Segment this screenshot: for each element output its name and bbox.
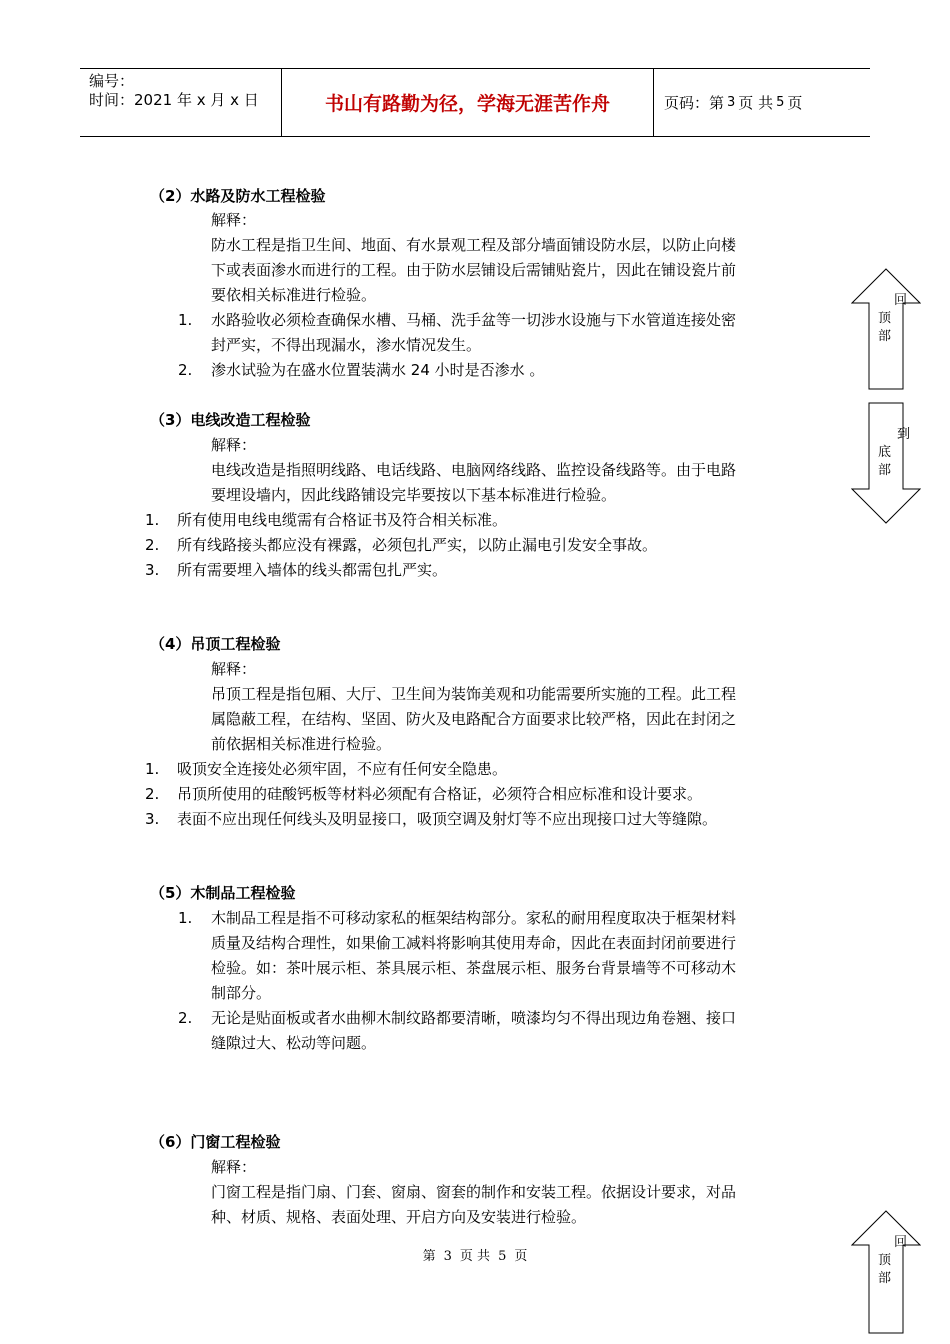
nav-label: 部 [878,329,892,344]
footer-total: 5 [498,1249,507,1264]
paragraph-line: 门窗工程是指门扇、门套、窗扇、窗套的制作和安装工程。依据设计要求，对品 [211,1183,737,1201]
list-item-line: 所有需要埋入墙体的线头都需包扎严实。 [177,561,448,579]
nav-label: 部 [878,463,892,478]
footer-current: 3 [443,1249,452,1264]
document-time-label: 时间：2021 年 x 月 x 日 [89,91,259,109]
list-item-line: 封严实，不得出现漏水，渗水情况发生。 [211,336,482,354]
list-number: 2. [145,536,160,554]
nav-label: 底 [878,445,892,460]
explain-label: 解释： [211,660,257,678]
list-item-line: 缝隙过大、松动等问题。 [211,1034,377,1052]
list-number: 2. [178,1009,193,1027]
nav-label: 部 [878,1271,892,1286]
list-item-line: 所有使用电线电缆需有合格证书及符合相关标准。 [177,511,508,529]
list-item-line: 无论是贴面板或者水曲柳木制纹路都要清晰，喷漆均匀不得出现边角卷翘、接口 [211,1009,737,1027]
list-item-line: 表面不应出现任何线头及明显接口，吸顶空调及射灯等不应出现接口过大等缝隙。 [177,810,718,828]
list-item-line: 吸顶安全连接处必须牢固，不应有任何安全隐患。 [177,760,508,778]
list-number: 2. [145,785,160,803]
document-number-label: 编号： [89,72,135,90]
list-number: 1. [178,311,193,329]
page-info-current: 3 [727,95,736,110]
paragraph-line: 吊顶工程是指包厢、大厅、卫生间为装饰美观和功能需要所实施的工程。此工程 [211,685,737,703]
back-to-top-button[interactable] [851,1210,921,1334]
header-page-info [654,69,870,136]
page-header [80,68,870,137]
to-bottom-button[interactable] [851,402,921,524]
paragraph-line: 种、材质、规格、表面处理、开启方向及安装进行检验。 [211,1208,587,1226]
nav-label: 顶 [878,311,892,326]
explain-label: 解释： [211,1158,257,1176]
footer-prefix: 第 [422,1249,436,1264]
list-number: 1. [145,760,160,778]
paragraph-line: 防水工程是指卫生间、地面、有水景观工程及部分墙面铺设防水层，以防止向楼 [211,236,737,254]
list-item-line: 水路验收必须检查确保水槽、马桶、洗手盆等一切涉水设施与下水管道连接处密 [211,311,737,329]
list-number: 3. [145,561,160,579]
list-item-line: 所有线路接头都应没有裸露，必须包扎严实，以防止漏电引发安全事故。 [177,536,658,554]
nav-label: 顶 [878,1253,892,1268]
list-item-line: 质量及结构合理性，如果偷工减料将影响其使用寿命，因此在表面封闭前要进行 [211,934,737,952]
nav-label: 回 [894,293,908,308]
back-to-top-button[interactable] [851,268,921,390]
paragraph-line: 属隐蔽工程，在结构、坚固、防火及电路配合方面要求比较严格，因此在封闭之 [211,710,737,728]
section-title: （5）木制品工程检验 [150,884,296,902]
list-item-line: 检验。如：茶叶展示柜、茶具展示柜、茶盘展示柜、服务台背景墙等不可移动木 [211,959,737,977]
paragraph-line: 前依据相关标准进行检验。 [211,735,392,753]
paragraph-line: 下或表面渗水而进行的工程。由于防水层铺设后需铺贴瓷片，因此在铺设瓷片前 [211,261,737,279]
list-number: 2. [178,361,193,379]
explain-label: 解释： [211,436,257,454]
paragraph-line: 要埋设墙内，因此线路铺设完毕要按以下基本标准进行检验。 [211,486,617,504]
list-item-line: 吊顶所使用的硅酸钙板等材料必须配有合格证，必须符合相应标准和设计要求。 [177,785,703,803]
section-title: （4）吊顶工程检验 [150,635,281,653]
header-meta [80,69,281,136]
paragraph-line: 电线改造是指照明线路、电话线路、电脑网络线路、监控设备线路等。由于电路 [211,461,737,479]
page-footer [0,1249,950,1265]
list-item-line: 渗水试验为在盛水位置装满水 24 小时是否渗水 。 [211,361,545,379]
list-number: 1. [178,909,193,927]
list-item-line: 制部分。 [211,984,272,1002]
nav-label: 到 [897,427,911,442]
nav-label: 回 [894,1235,908,1250]
page-info-mid: 页 共 [738,94,774,112]
list-number: 3. [145,810,160,828]
section-title: （2）水路及防水工程检验 [150,187,326,205]
paragraph-line: 要依相关标准进行检验。 [211,286,377,304]
section-title: （3）电线改造工程检验 [150,411,311,429]
explain-label: 解释： [211,211,257,229]
page-info-prefix: 页码：第 [664,94,725,112]
footer-suffix: 页 [514,1249,528,1264]
page-info-suffix: 页 [787,94,803,112]
page-info-total: 5 [776,95,785,110]
section-title: （6）门窗工程检验 [150,1133,281,1151]
list-number: 1. [145,511,160,529]
footer-mid: 页 共 [459,1249,491,1264]
list-item-line: 木制品工程是指不可移动家私的框架结构部分。家私的耐用程度取决于框架材料 [211,909,737,927]
header-motto: 书山有路勤为径，学海无涯苦作舟 [281,69,654,136]
